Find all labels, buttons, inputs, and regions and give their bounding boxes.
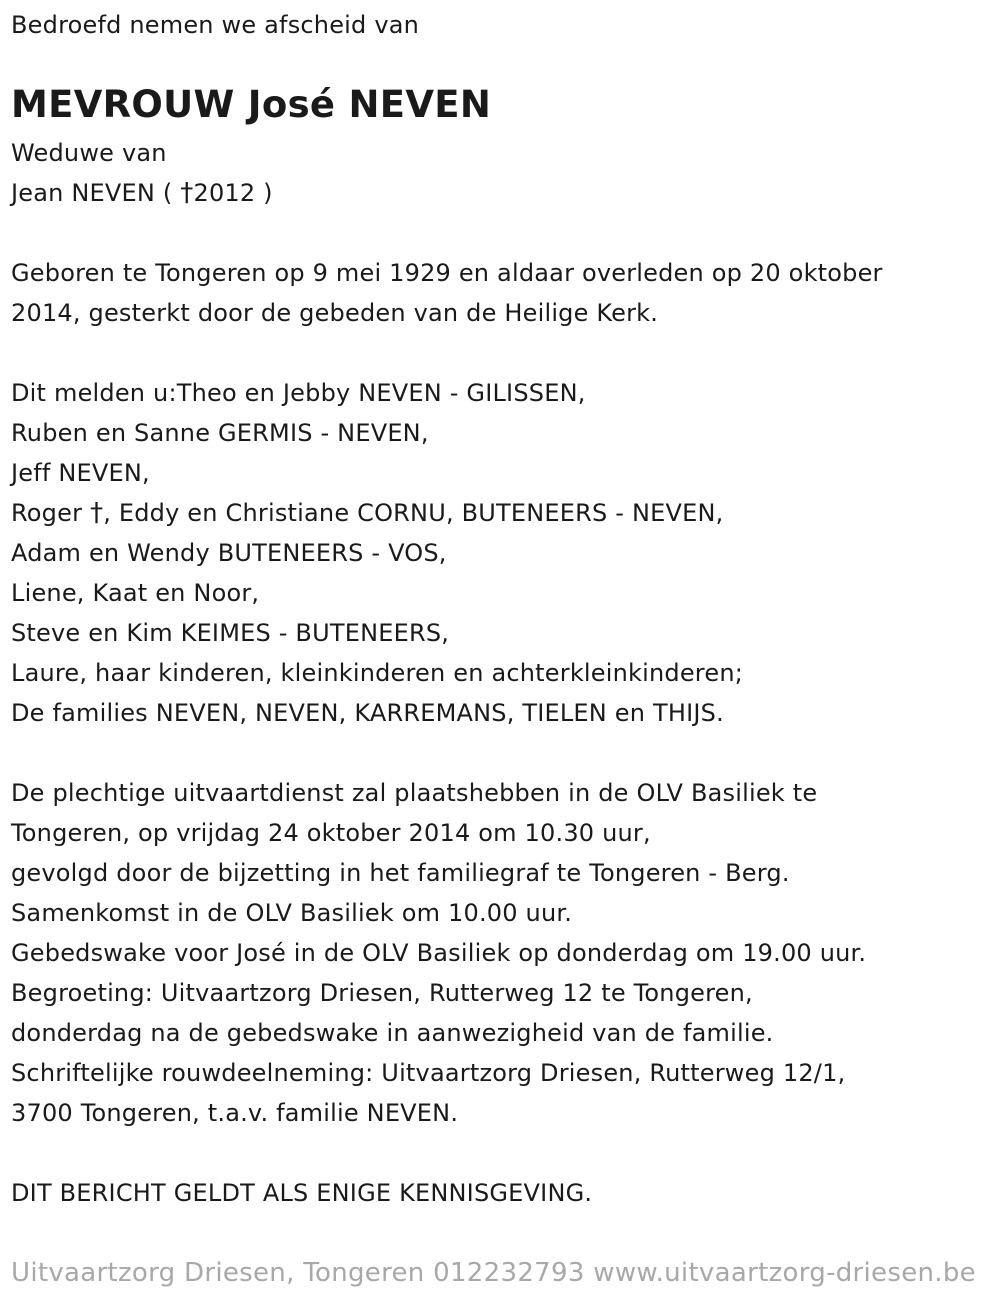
family-block xyxy=(11,373,743,733)
family-line: Steve en Kim KEIMES - BUTENEERS, xyxy=(11,619,450,647)
birth-line: 2014, gesterkt door de gebeden van de Heilige Kerk. xyxy=(11,299,659,327)
widow-block xyxy=(11,133,273,213)
family-line: Adam en Wendy BUTENEERS - VOS, xyxy=(11,539,447,567)
family-name: Roger xyxy=(11,499,90,527)
service-line: De plechtige uitvaartdienst zal plaatshebben in de OLV Basiliek te xyxy=(11,779,818,807)
family-line: De families NEVEN, NEVEN, KARREMANS, TIELEN en THIJS. xyxy=(11,699,724,727)
cross-icon: † xyxy=(89,498,104,528)
family-line: Jeff NEVEN, xyxy=(11,459,150,487)
spouse-death-year: 2012 ) xyxy=(193,179,273,207)
intro-text: Bedroefd nemen we afscheid van xyxy=(11,11,420,39)
service-line: 3700 Tongeren, t.a.v. familie NEVEN. xyxy=(11,1099,459,1127)
service-block xyxy=(11,773,866,1133)
service-line: Tongeren, op vrijdag 24 oktober 2014 om 10.30 uur, xyxy=(11,819,651,847)
funeral-home-footer: Uitvaartzorg Driesen, Tongeren 012232793 www.uitvaartzorg-driesen.be xyxy=(11,1258,976,1288)
birth-death-block xyxy=(11,253,883,333)
deceased-name: MEVROUW José NEVEN xyxy=(11,83,492,126)
service-line: Gebedswake voor José in de OLV Basiliek op donderdag om 19.00 uur. xyxy=(11,939,867,967)
cross-icon: † xyxy=(180,178,194,208)
family-line: Ruben en Sanne GERMIS - NEVEN, xyxy=(11,419,429,447)
service-line: Schriftelijke rouwdeelneming: Uitvaartzorg Driesen, Rutterweg 12/1, xyxy=(11,1059,846,1087)
family-line: Liene, Kaat en Noor, xyxy=(11,579,260,607)
service-line: Begroeting: Uitvaartzorg Driesen, Rutterweg 12 te Tongeren, xyxy=(11,979,753,1007)
family-name: , Eddy en Christiane CORNU, BUTENEERS - NEVEN, xyxy=(103,499,724,527)
widow-label: Weduwe van xyxy=(11,139,167,167)
service-line: gevolgd door de bijzetting in het familiegraf te Tongeren - Berg. xyxy=(11,859,790,887)
family-line: Dit melden u:Theo en Jebby NEVEN - GILISSEN, xyxy=(11,379,586,407)
family-line xyxy=(11,493,743,533)
spouse-line xyxy=(11,173,273,213)
notice-text: DIT BERICHT GELDT ALS ENIGE KENNISGEVING. xyxy=(11,1179,593,1207)
spouse-name: Jean NEVEN ( xyxy=(11,179,181,207)
service-line: Samenkomst in de OLV Basiliek om 10.00 uur. xyxy=(11,899,573,927)
service-line: donderdag na de gebedswake in aanwezigheid van de familie. xyxy=(11,1019,774,1047)
family-line: Laure, haar kinderen, kleinkinderen en achterkleinkinderen; xyxy=(11,659,744,687)
birth-line: Geboren te Tongeren op 9 mei 1929 en aldaar overleden op 20 oktober xyxy=(11,259,883,287)
